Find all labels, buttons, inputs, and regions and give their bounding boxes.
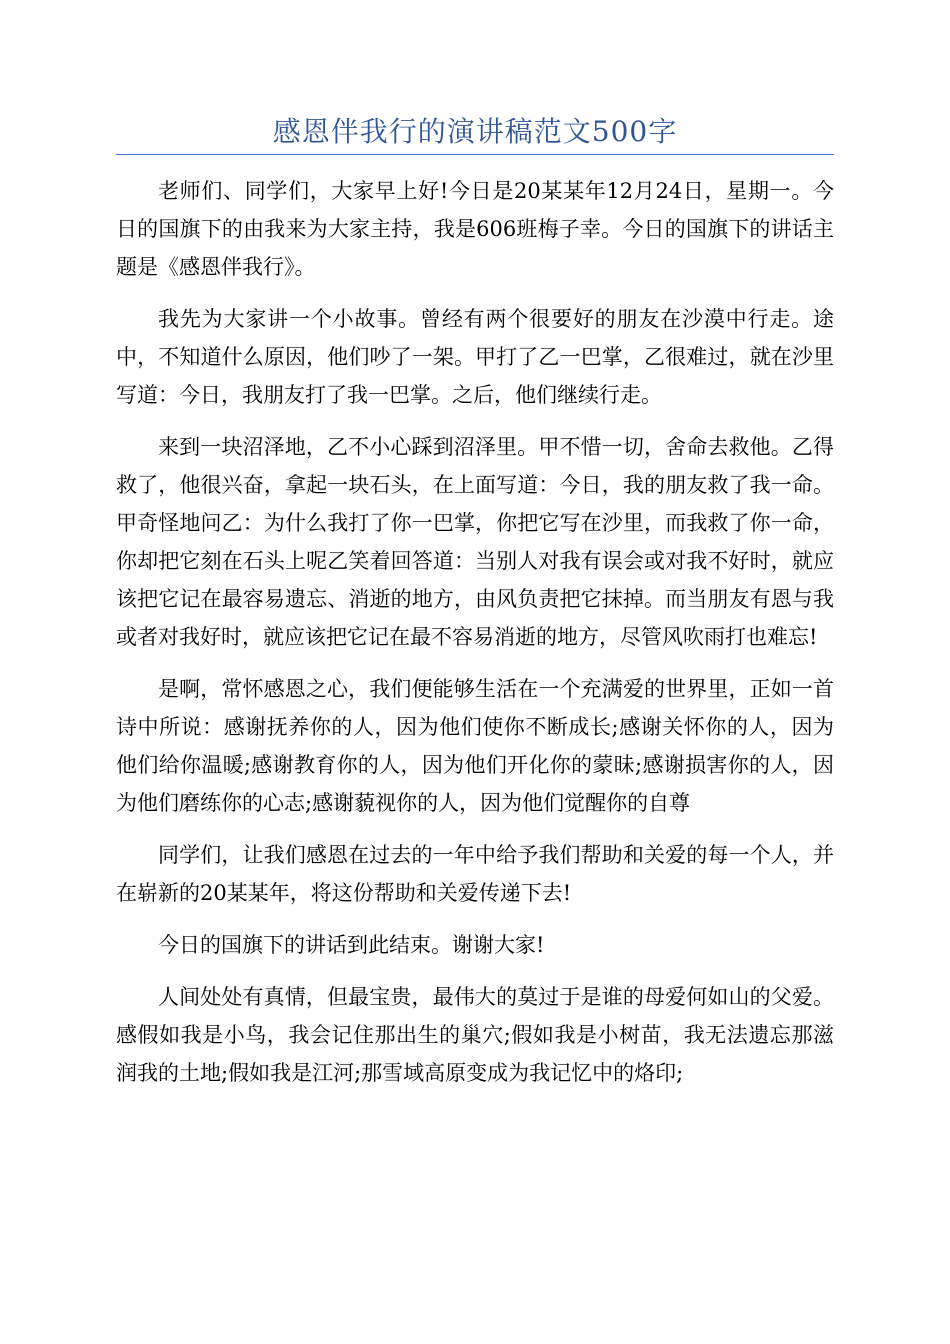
paragraph-parental-love: 人间处处有真情，但最宝贵，最伟大的莫过于是谁的母爱何如山的父爱。感假如我是小鸟，我会记住那出生的巢穴;假如我是小树苗，我无法遗忘那滋润我的土地;假如我是江河;那雪域高原变成为我记忆中的烙印; — [116, 985, 834, 1085]
title-underline — [116, 154, 834, 155]
paragraph-greeting: 老师们、同学们，大家早上好!今日是20某某年12月24日，星期一。今日的国旗下的由我来为大家主持，我是606班梅子幸。今日的国旗下的讲话主题是《感恩伴我行》。 — [116, 179, 834, 279]
paragraph-closing: 今日的国旗下的讲话到此结束。谢谢大家! — [158, 933, 545, 957]
paragraph-story-swamp: 来到一块沼泽地，乙不小心踩到沼泽里。甲不惜一切，舍命去救他。乙得救了，他很兴奋，拿起一块石头，在上面写道：今日，我的朋友救了我一命。甲奇怪地问乙：为什么我打了你一巴掌，你把它写在沙里，而我救了你一命，你却把它刻在石头上呢乙笑着回答道：当别人对我有误会或对我不好时，就应该把它记在最容易遗忘、消逝的地方，由风负责把它抹掉。而当朋友有恩与我或者对我好时，就应该把它记在最不容易消逝的地方，尽管风吹雨打也难忘! — [116, 435, 834, 649]
document-body — [116, 172, 834, 1106]
paragraph-story-intro: 我先为大家讲一个小故事。曾经有两个很要好的朋友在沙漠中行走。途中，不知道什么原因，他们吵了一架。甲打了乙一巴掌，乙很难过，就在沙里写道：今日，我朋友打了我一巴掌。之后，他们继续行走。 — [116, 307, 834, 407]
document-title: 感恩伴我行的演讲稿范文500字 — [272, 115, 678, 148]
paragraph-call-to-action: 同学们，让我们感恩在过去的一年中给予我们帮助和关爱的每一个人，并在崭新的20某某年，将这份帮助和关爱传递下去! — [116, 843, 834, 905]
paragraph-gratitude-poem: 是啊，常怀感恩之心，我们便能够生活在一个充满爱的世界里，正如一首诗中所说：感谢抚养你的人，因为他们使你不断成长;感谢关怀你的人，因为他们给你温暖;感谢教育你的人，因为他们开化你的蒙昧;感谢损害你的人，因为他们磨练你的心志;感谢藐视你的人，因为他们觉醒你的自尊 — [116, 677, 834, 815]
